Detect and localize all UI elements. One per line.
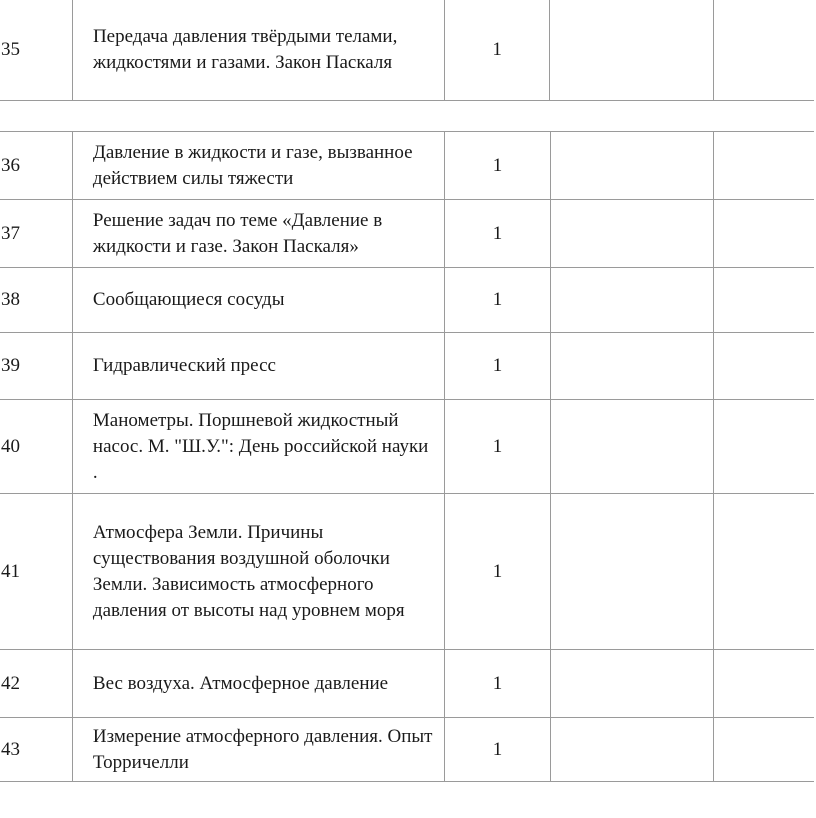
lesson-hours: 1 — [445, 0, 550, 101]
lesson-topic: Решение задач по теме «Давление в жидкости и газе. Закон Паскаля» — [72, 200, 445, 268]
lesson-hours: 1 — [445, 400, 550, 494]
empty-cell — [550, 494, 714, 650]
table-row — [0, 400, 814, 494]
lesson-number: 41 — [0, 494, 72, 650]
empty-cell — [713, 0, 814, 101]
lesson-topic: Манометры. Поршневой жидкостный насос. М. "Ш.У.": День российской науки . — [72, 400, 445, 494]
empty-cell — [714, 400, 814, 494]
table-row — [0, 0, 814, 101]
empty-cell — [714, 333, 814, 400]
lesson-hours: 1 — [445, 333, 550, 400]
empty-cell — [714, 268, 814, 333]
empty-cell — [550, 333, 714, 400]
table-row — [0, 268, 814, 333]
lesson-hours: 1 — [445, 200, 550, 268]
lesson-topic: Атмосфера Земли. Причины существования воздушной оболочки Земли. Зависимость атмосферного давления от высоты над уровнем моря — [72, 494, 445, 650]
empty-cell — [714, 132, 814, 200]
lesson-hours: 1 — [445, 494, 550, 650]
table-row — [0, 132, 814, 200]
lesson-topic: Передача давления твёрдыми телами, жидкостями и газами. Закон Паскаля — [72, 0, 444, 101]
lesson-hours: 1 — [445, 718, 550, 782]
lesson-hours: 1 — [445, 132, 550, 200]
lesson-number: 35 — [0, 0, 72, 101]
empty-cell — [714, 650, 814, 718]
lesson-table-top — [0, 0, 814, 101]
empty-cell — [550, 268, 714, 333]
lesson-topic: Измерение атмосферного давления. Опыт Торричелли — [72, 718, 445, 782]
empty-cell — [714, 200, 814, 268]
lesson-number: 40 — [0, 400, 72, 494]
empty-cell — [550, 200, 714, 268]
empty-cell — [550, 400, 714, 494]
lesson-number: 39 — [0, 333, 72, 400]
empty-cell — [550, 132, 714, 200]
lesson-number: 37 — [0, 200, 72, 268]
table-row — [0, 200, 814, 268]
table-row — [0, 718, 814, 782]
table-row — [0, 333, 814, 400]
lesson-hours: 1 — [445, 268, 550, 333]
empty-cell — [550, 650, 714, 718]
empty-cell — [714, 718, 814, 782]
table-row — [0, 650, 814, 718]
lesson-topic: Гидравлический пресс — [72, 333, 445, 400]
empty-cell — [714, 494, 814, 650]
empty-cell — [550, 718, 714, 782]
lesson-topic: Давление в жидкости и газе, вызванное действием силы тяжести — [72, 132, 445, 200]
lesson-topic: Сообщающиеся сосуды — [72, 268, 445, 333]
lesson-number: 38 — [0, 268, 72, 333]
lesson-table — [0, 131, 814, 782]
lesson-topic: Вес воздуха. Атмосферное давление — [72, 650, 445, 718]
table-row — [0, 494, 814, 650]
lesson-number: 43 — [0, 718, 72, 782]
empty-cell — [550, 0, 714, 101]
lesson-hours: 1 — [445, 650, 550, 718]
lesson-number: 42 — [0, 650, 72, 718]
lesson-number: 36 — [0, 132, 72, 200]
